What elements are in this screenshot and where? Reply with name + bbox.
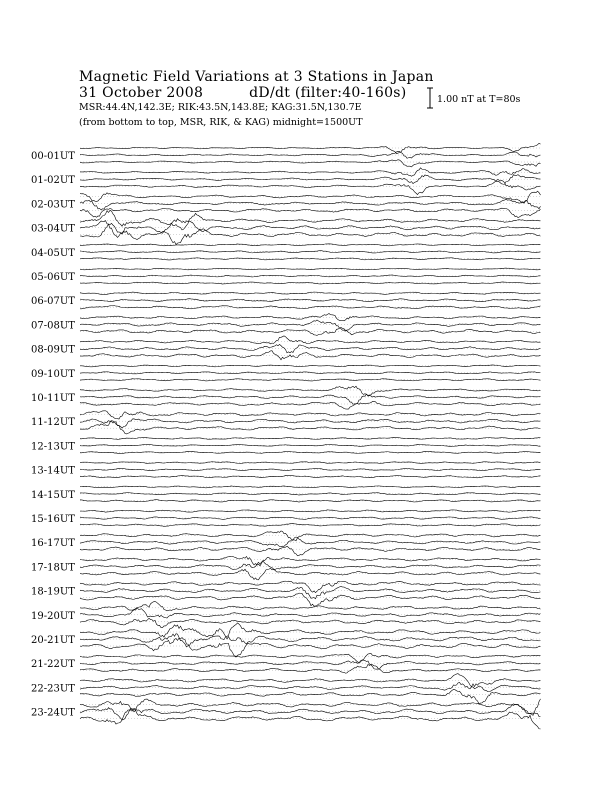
scale-bar-label: 1.00 nT at T=80s (437, 94, 521, 105)
mode-label: dD/dt (filter:40-160s) (249, 85, 407, 101)
date-label: 31 October 2008 (79, 85, 204, 101)
trace-kag (80, 191, 541, 202)
scale-bar (427, 88, 433, 108)
trace-rik (80, 199, 541, 210)
trace-msr (80, 379, 541, 381)
trace-kag (80, 531, 541, 541)
row-label: 01-02UT (31, 175, 75, 187)
trace-kag (80, 699, 541, 716)
trace-msr (80, 258, 541, 260)
trace-rik (80, 419, 541, 428)
row-label: 03-04UT (31, 223, 75, 235)
row-label: 22-23UT (31, 683, 75, 695)
trace-msr (80, 618, 541, 627)
trace-kag (80, 653, 541, 662)
order-note: (from bottom to top, MSR, RIK, & KAG) midnight=1500UT (79, 117, 363, 128)
row-label: 16-17UT (31, 538, 75, 550)
trace-area (80, 143, 541, 729)
row-label: 07-08UT (31, 320, 75, 332)
trace-kag (80, 601, 541, 610)
row-label: 17-18UT (31, 562, 75, 574)
trace-rik (80, 493, 541, 495)
row-label: 18-19UT (31, 586, 75, 598)
row-label: 10-11UT (31, 393, 75, 404)
trace-kag (80, 313, 541, 320)
trace-msr (80, 664, 541, 673)
row-labels (31, 151, 75, 719)
trace-msr (80, 593, 541, 606)
trace-msr (80, 160, 541, 167)
row-label: 05-06UT (31, 272, 75, 283)
trace-msr (80, 180, 541, 195)
trace-rik (80, 537, 541, 547)
trace-rik (80, 251, 541, 253)
trace-rik (80, 517, 541, 520)
trace-rik (80, 394, 541, 404)
row-label: 19-20UT (31, 610, 75, 622)
trace-rik (80, 660, 541, 669)
row-label: 13-14UT (31, 465, 75, 477)
trace-msr (80, 500, 541, 502)
chart-title: Magnetic Field Variations at 3 Stations in Japan (79, 69, 434, 85)
trace-kag (80, 336, 541, 344)
row-label: 09-10UT (31, 368, 75, 380)
row-label: 20-21UT (31, 635, 75, 646)
row-label: 08-09UT (31, 344, 75, 356)
trace-msr (80, 475, 541, 477)
row-label: 00-01UT (31, 151, 75, 162)
trace-msr (80, 401, 541, 409)
trace-msr (80, 208, 541, 217)
trace-kag (80, 386, 541, 395)
trace-rik (80, 704, 541, 720)
trace-kag (80, 143, 541, 154)
trace-kag (80, 411, 541, 419)
trace-rik (80, 175, 541, 185)
row-label: 04-05UT (31, 247, 75, 259)
row-label: 06-07UT (31, 296, 75, 308)
row-label: 23-24UT (31, 707, 75, 719)
row-label: 11-12UT (31, 417, 75, 429)
trace-rik (80, 561, 541, 570)
trace-msr (80, 546, 541, 556)
trace-rik (80, 682, 541, 691)
row-label: 15-16UT (31, 514, 75, 525)
trace-rik (80, 151, 541, 158)
stations-label: MSR:44.4N,142.3E; RIK:43.5N,143.8E; KAG:31.5N,130.7E (79, 102, 362, 113)
trace-msr (80, 351, 541, 360)
trace-msr (80, 568, 541, 580)
trace-kag (80, 581, 541, 592)
trace-rik (80, 299, 541, 302)
trace-msr (80, 689, 541, 703)
row-label: 21-22UT (31, 659, 75, 671)
row-label: 12-13UT (31, 441, 75, 453)
trace-kag (80, 292, 541, 294)
trace-rik (80, 629, 541, 647)
row-label: 14-15UT (31, 489, 75, 501)
trace-msr (80, 422, 541, 434)
trace-kag (80, 674, 541, 687)
row-label: 02-03UT (31, 199, 75, 211)
trace-kag (80, 556, 541, 565)
trace-rik (80, 608, 541, 618)
trace-msr (80, 638, 541, 658)
